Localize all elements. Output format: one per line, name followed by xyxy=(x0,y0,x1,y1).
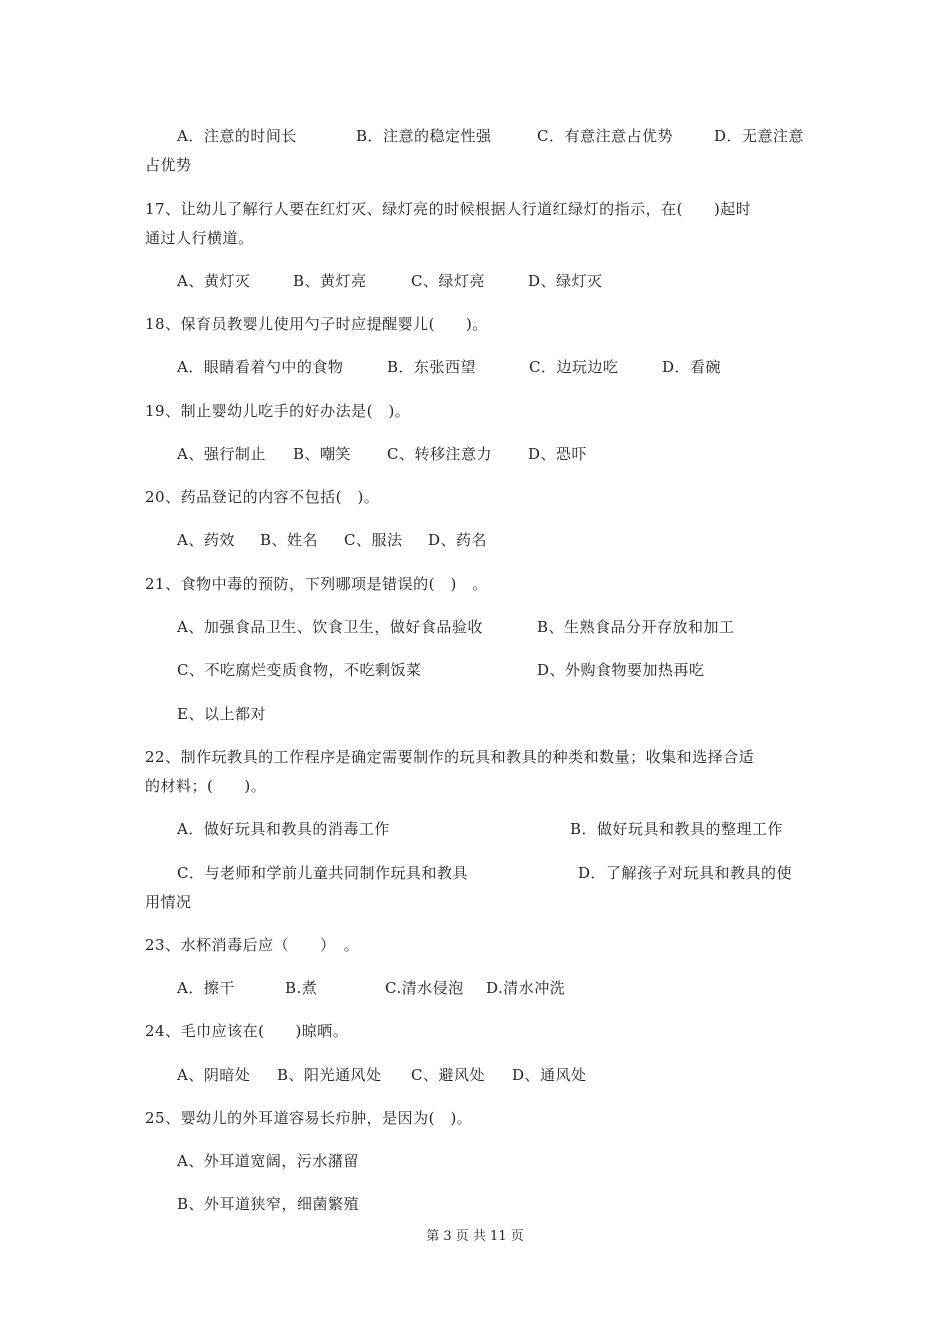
q22-option-a: A．做好玩具和教具的消毒工作 xyxy=(177,820,390,838)
q18-option-c: C．边玩边吃 xyxy=(529,358,619,376)
q22-option-c: C．与老师和学前儿童共同制作玩具和教具 xyxy=(177,864,468,882)
q24-option-a: A、阴暗处 xyxy=(177,1066,251,1084)
q18-option-d: D．看碗 xyxy=(662,358,722,376)
q17-question-line1: 17、让幼儿了解行人要在红灯灭、绿灯亮的时候根据人行道红绿灯的指示，在( )起时 xyxy=(145,200,752,218)
q16-option-c: C．有意注意占优势 xyxy=(537,127,673,145)
q22-option-d: D．了解孩子对玩具和教具的使 xyxy=(578,864,793,882)
q23-option-b: B.煮 xyxy=(285,979,318,997)
q23-question: 23、水杯消毒后应（ ） 。 xyxy=(145,936,360,954)
q19-question: 19、制止婴幼儿吃手的好办法是( )。 xyxy=(145,402,411,420)
q24-option-b: B、阳光通风处 xyxy=(277,1066,382,1084)
q18-option-b: B．东张西望 xyxy=(387,358,477,376)
q17-option-c: C、绿灯亮 xyxy=(411,272,485,290)
q19-option-a: A、强行制止 xyxy=(177,445,266,463)
q18-option-a: A．眼睛看着勺中的食物 xyxy=(177,358,344,376)
q22-option-b: B．做好玩具和教具的整理工作 xyxy=(570,820,784,838)
q23-option-c: C.清水侵泡 xyxy=(385,979,464,997)
q25-option-a: A、外耳道宽阔，污水潴留 xyxy=(177,1152,359,1170)
q21-option-a: A、加强食品卫生、饮食卫生，做好食品验收 xyxy=(177,618,483,636)
q19-option-d: D、恐吓 xyxy=(528,445,588,463)
q24-option-d: D、通风处 xyxy=(512,1066,587,1084)
q20-option-d: D、药名 xyxy=(428,531,488,549)
q18-question: 18、保育员教婴儿使用勺子时应提醒婴儿( )。 xyxy=(145,315,488,333)
q16-option-d: D．无意注意 xyxy=(714,127,805,145)
q23-option-d: D.清水冲洗 xyxy=(486,979,566,997)
q19-option-b: B、嘲笑 xyxy=(293,445,352,463)
q25-question: 25、婴幼儿的外耳道容易长疖肿，是因为( )。 xyxy=(145,1109,473,1127)
q16-option-a: A．注意的时间长 xyxy=(177,127,297,145)
q20-option-c: C、服法 xyxy=(344,531,403,549)
q21-question: 21、食物中毒的预防，下列哪项是错误的( ) 。 xyxy=(145,575,488,593)
q21-option-e: E、以上都对 xyxy=(177,705,266,723)
q24-question: 24、毛巾应该在( )晾晒。 xyxy=(145,1022,349,1040)
q20-option-b: B、姓名 xyxy=(260,531,319,549)
q21-option-c: C、不吃腐烂变质食物，不吃剩饭菜 xyxy=(177,661,422,679)
q20-option-a: A、药效 xyxy=(177,531,235,549)
q16-option-b: B．注意的稳定性强 xyxy=(356,127,492,145)
q17-question-line2: 通过人行横道。 xyxy=(145,229,254,247)
q22-question-line2: 的材料；( )。 xyxy=(145,777,267,795)
q19-option-c: C、转移注意力 xyxy=(387,445,492,463)
q17-option-a: A、黄灯灭 xyxy=(177,272,251,290)
q23-option-a: A．擦干 xyxy=(177,979,235,997)
q22-option-d-continued: 用情况 xyxy=(145,893,192,911)
page-footer: 第 3 页 共 11 页 xyxy=(426,1229,524,1244)
q16-option-d-continued: 占优势 xyxy=(145,156,192,174)
q22-question-line1: 22、制作玩教具的工作程序是确定需要制作的玩具和教具的种类和数量；收集和选择合适 xyxy=(145,748,755,766)
q21-option-b: B、生熟食品分开存放和加工 xyxy=(537,618,735,636)
q17-option-d: D、绿灯灭 xyxy=(528,272,603,290)
q20-question: 20、药品登记的内容不包括( )。 xyxy=(145,488,380,506)
q25-option-b: B、外耳道狭窄，细菌繁殖 xyxy=(177,1195,360,1213)
q24-option-c: C、避风处 xyxy=(411,1066,485,1084)
q17-option-b: B、黄灯亮 xyxy=(293,272,367,290)
q21-option-d: D、外购食物要加热再吃 xyxy=(537,661,705,679)
